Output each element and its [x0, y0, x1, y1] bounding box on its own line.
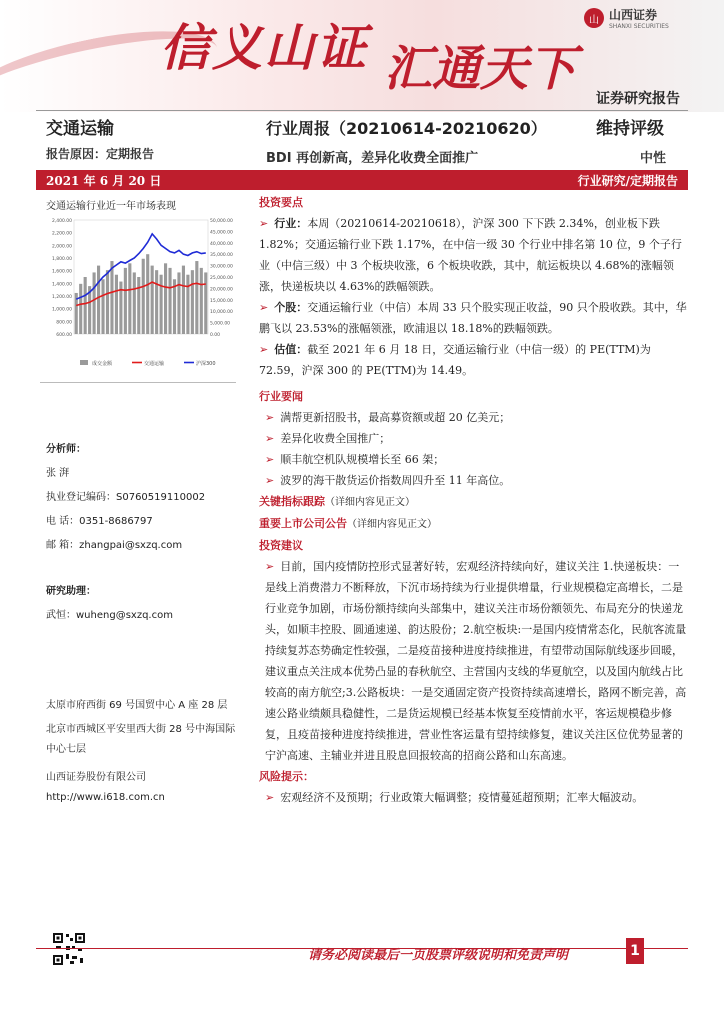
volume-bar — [164, 263, 167, 334]
left-tick-label: 1,000.00 — [51, 307, 72, 313]
right-tick-label: 5,000.00 — [210, 321, 231, 327]
bullet-arrow-icon: ➢ — [265, 560, 275, 573]
right-tick-label: 35,000.00 — [210, 253, 233, 259]
chart-title: 交通运输行业近一年市场表现 — [46, 201, 176, 212]
volume-bar — [146, 254, 149, 334]
key-points-section — [259, 192, 687, 381]
analyst-label: 分析师： — [46, 444, 86, 455]
right-tick-label: 0.00 — [210, 333, 221, 338]
advice-text: ➢ 目前，国内疫情防控形式显著好转，宏观经济持续向好，建议关注 1.快递板块：一是线上消费潜力不断释放，下沉市场持续为行业提供增量，行业规模稳定高增长，二是行业竞争加剧，市场份额持续向头部集中，建议关注市场份额领先、布局充分的快递龙头，如顺丰控股、圆通速递、韵达股份；2.航空板块:一是国内疫情常态化，民航客流量持续复苏态势确定性较强，二是疫苗接种进度持续推进，有望带动国际航线逐步回暖，建议重点关注成本优势凸显的春秋航空、主营国内支线的华夏航空，以及国内航线占比较高的南方航空;3.公路板块：一是交通固定资产投资持续高速增长，路网不断完善，高速公路业绩颇具稳健性，二是货运规模已经基本恢复至疫情前水平，客运规模稳步修复，且疫苗接种进度持续推进，营业性客运量有望持续修复，建议关注区位优势显著的宁沪高速、主辅业并进且股息回报较高的招商公路和山东高速。 — [265, 560, 687, 762]
analyst-license: 执业登记编码：S0760519110002 — [46, 492, 206, 503]
key-point-valuation: ➢ 估值：截至 2021 年 6 月 18 日，交通运输行业（中信一级）的 PE(TTM)为 72.59，沪深 300 的 PE(TTM)为 14.49。 — [259, 343, 651, 377]
legend-label: 沪深300 — [196, 361, 216, 367]
volume-bar — [124, 268, 127, 334]
rating-label: 维持评级 — [596, 119, 664, 139]
news-title: 行业要闻 — [259, 390, 303, 403]
disclaimer: 请务必阅读最后一页股票评级说明和免责声明 — [308, 948, 569, 963]
news-item: ➢ 波罗的海干散货运价指数周四升至 11 年高位。 — [265, 474, 511, 487]
advice-title: 投资建议 — [259, 539, 303, 552]
tracking-note: （详细内容见正文） — [325, 497, 415, 508]
rating-level: 中性 — [640, 151, 667, 166]
address-taiyuan: 太原市府西街 69 号国贸中心 A 座 28 层 — [46, 700, 228, 711]
logo-icon: 山 — [584, 8, 604, 28]
assistant-contact[interactable]: 武恒：wuheng@sxzq.com — [46, 610, 173, 621]
volume-bar — [110, 261, 113, 334]
volume-bar — [186, 275, 189, 334]
logo-text-en: SHANXI SECURITIES — [609, 23, 669, 30]
header-banner — [0, 0, 724, 112]
volume-bar — [79, 284, 82, 334]
volume-bar — [200, 268, 203, 334]
bullet-arrow-icon: ➢ — [265, 453, 275, 466]
left-tick-label: 2,200.00 — [51, 231, 72, 237]
chart-svg — [40, 212, 240, 372]
volume-bar — [177, 272, 180, 334]
report-type: 证券研究报告 — [596, 91, 680, 107]
analyst-phone: 电 话：0351-8686797 — [46, 516, 153, 527]
volume-bar — [93, 272, 96, 334]
volume-bar — [195, 261, 198, 334]
right-tick-label: 30,000.00 — [210, 264, 233, 270]
volume-bar — [151, 266, 154, 334]
right-tick-label: 40,000.00 — [210, 241, 233, 247]
chart-divider — [40, 382, 236, 383]
news-item: ➢ 满帮更新招股书，最高募资额或超 20 亿美元； — [265, 411, 511, 424]
left-tick-label: 2,400.00 — [51, 219, 72, 224]
news-item: ➢ 顺丰航空机队规模增长至 66 架； — [265, 453, 445, 466]
volume-bar — [133, 272, 136, 334]
company-name: 山西证券股份有限公司 — [46, 772, 146, 783]
bullet-arrow-icon: ➢ — [265, 474, 275, 487]
bullet-arrow-icon: ➢ — [259, 301, 269, 314]
analyst-email[interactable]: 邮 箱：zhangpai@sxzq.com — [46, 540, 183, 551]
left-tick-label: 1,600.00 — [51, 269, 72, 275]
bullet-arrow-icon: ➢ — [259, 343, 269, 356]
volume-bar — [204, 272, 207, 334]
tracking-row — [259, 491, 687, 513]
market-chart — [40, 212, 240, 372]
bullet-arrow-icon: ➢ — [259, 217, 269, 230]
volume-bar — [160, 275, 163, 334]
assistant-label: 研究助理： — [46, 586, 96, 597]
volume-bar — [97, 266, 100, 334]
right-tick-label: 45,000.00 — [210, 230, 233, 236]
address-beijing: 北京市西城区平安里西大街 28 号中海国际中心七层 — [46, 724, 236, 755]
volume-bar — [142, 259, 145, 334]
legend-swatch — [80, 360, 88, 365]
left-tick-label: 600.00 — [56, 333, 72, 338]
analyst-name: 张 湃 — [46, 468, 70, 479]
report-title: 行业周报（20210614-20210620） — [266, 119, 547, 138]
report-reason: 报告原因：定期报告 — [46, 147, 155, 161]
bullet-arrow-icon: ➢ — [265, 411, 275, 424]
left-tick-label: 1,200.00 — [51, 295, 72, 300]
report-date: 2021 年 6 月 20 日 — [46, 174, 162, 188]
header-divider — [36, 110, 688, 111]
volume-bar — [115, 275, 118, 334]
volume-bar — [168, 268, 171, 334]
news-item: ➢ 差异化收费全国推广； — [265, 432, 391, 445]
logo-text-cn: 山西证券 — [609, 8, 658, 22]
volume-bar — [191, 270, 194, 334]
company-logo — [584, 6, 669, 30]
left-tick-label: 800.00 — [56, 320, 72, 326]
right-tick-label: 50,000.00 — [210, 219, 233, 224]
announce-row — [259, 513, 687, 535]
key-points-title: 投资要点 — [259, 196, 303, 209]
sector-title: 交通运输 — [46, 119, 114, 139]
volume-bar — [84, 277, 87, 334]
tracking-title: 关键指标跟踪 — [259, 495, 325, 508]
volume-bar — [106, 270, 109, 334]
right-tick-label: 25,000.00 — [210, 276, 233, 281]
risk-title: 风险提示： — [259, 770, 314, 783]
slogan-sub: 汇通天下 — [384, 41, 577, 97]
report-headline: BDI 再创新高，差异化收费全面推广 — [266, 151, 479, 166]
volume-bar — [101, 279, 104, 334]
volume-bar — [128, 263, 131, 334]
report-category: 行业研究/定期报告 — [577, 174, 678, 188]
right-tick-label: 20,000.00 — [210, 287, 233, 293]
key-point-stocks: ➢ 个股：交通运输行业（中信）本周 33 只个股实现正收益，90 只个股收跌。其中，华鹏飞以 23.53%的涨幅领涨，欧浦退以 18.18%的跌幅领跌。 — [259, 301, 687, 335]
bullet-arrow-icon: ➢ — [265, 432, 275, 445]
volume-bar — [182, 266, 185, 334]
volume-bar — [155, 270, 158, 334]
legend-label: 成交金额 — [92, 361, 113, 367]
news-section — [259, 386, 687, 808]
right-tick-label: 10,000.00 — [210, 310, 233, 316]
right-tick-label: 15,000.00 — [210, 298, 233, 304]
announce-title: 重要上市公司公告 — [259, 517, 347, 530]
page-number: 1 — [626, 938, 644, 964]
slogan-main: 信义山证 — [160, 18, 368, 77]
key-point-industry: ➢ 行业：本周（20210614-20210618），沪深 300 下下跌 2.34%，创业板下跌 1.82%；交通运输行业下跌 1.17%，在中信一级 30 个行业中排名第 10 位，9 个子行业（中信三级）中 3 个板块收涨，6 个板块收跌，其中，航运板块以 4.68%的涨幅领涨，快递板块以 4.63%的跌幅领跌。 — [259, 217, 682, 293]
left-tick-label: 1,400.00 — [51, 282, 72, 288]
bullet-arrow-icon: ➢ — [265, 791, 275, 804]
legend-label: 交通运输 — [144, 361, 165, 367]
qr-code — [52, 932, 86, 966]
left-tick-label: 1,800.00 — [51, 257, 72, 262]
left-tick-label: 2,000.00 — [51, 244, 72, 250]
risk-text: ➢ 宏观经济不及预期；行业政策大幅调整；疫情蔓延超预期；汇率大幅波动。 — [265, 791, 644, 804]
company-website[interactable]: http://www.i618.com.cn — [46, 792, 165, 803]
announce-note: （详细内容见正文） — [347, 519, 437, 530]
volume-bar — [137, 277, 140, 334]
